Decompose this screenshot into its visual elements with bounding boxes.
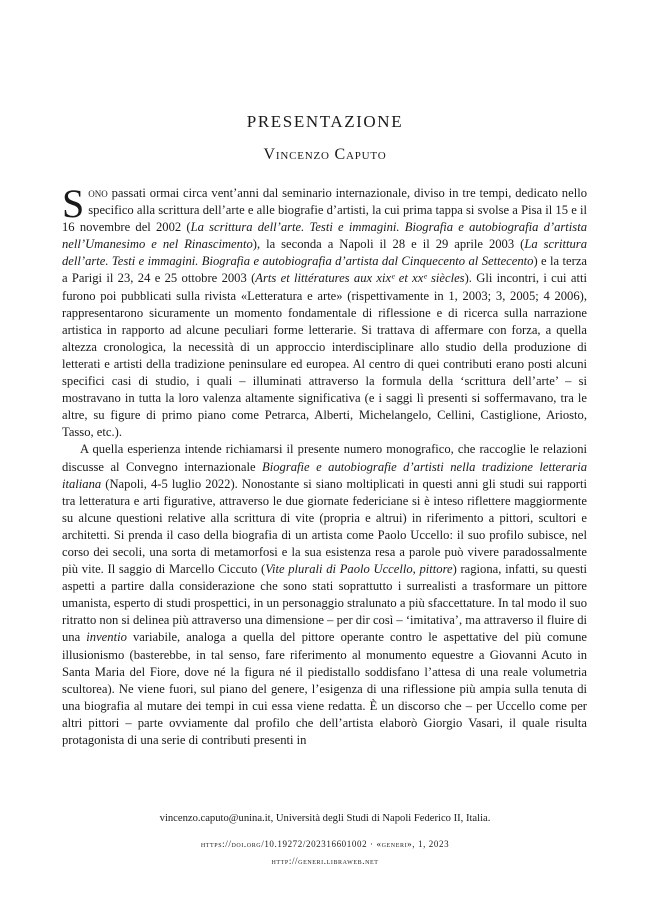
article-author: Vincenzo Caputo bbox=[263, 146, 387, 163]
author-affiliation-note: vincenzo.caputo@unina.it, Università degli Studi di Napoli Federico II, Italia. bbox=[159, 813, 491, 824]
journal-website-line: http://generi.libraweb.net bbox=[271, 856, 379, 866]
paragraph-2-text-4: variabile, analoga a quella del pittore operante contro le aspettative del più comune illusionismo (basterebbe, in tal senso, fare riferimento al monumento equestre a Giovanni Acuto in Santa Maria del Fiore, dove né la figura né il piedistallo soddisfano l’attesa di una reale volumetria scultorea). Ne viene fuori, sul piano del genere, l’esigenza di una riflessione più ampia sulla tenuta di una biografia al mutare dei tempi in cui essa viene redatta. È un discorso che – per Uccello come per altri pittori – parte ovviamente dal profilo che dell’artista elaborò Giorgio Vasari, il quale risulta protagonista di una serie di contributi presenti in bbox=[62, 630, 587, 747]
paragraph-2-text-2: (Napoli, 4-5 luglio 2022). Nonostante si siano moltiplicati in questi anni gli studi sui rapporti tra letteratura e arti figurative, attraverso le due giornate federiciane si è inteso riflettere maggiormente su alcune questioni relative alla scrittura di vite (propria e altrui) in riferimento a pittori, scultori e architetti. Si prenda il caso della biografia di un artista come Paolo Uccello: il suo profilo subisce, nel corso dei secoli, una sorta di metamorfosi e la sua esistenza resa a parole può vivere paradossalmente più vite. Il saggio di Marcello Ciccuto ( bbox=[62, 476, 587, 577]
paragraph-1-text-3: ) e la terza a Parigi il 23, 24 e 25 ottobre 2003 ( bbox=[62, 254, 588, 286]
paragraph-1-italic-2: La scrittura dell’arte. Testi e immagini. Biografia e autobiografia d’artista dal Cinquecento al Settecento bbox=[62, 237, 588, 269]
article-body bbox=[62, 181, 588, 749]
paragraph-1-text-1: passati ormai circa vent’anni dal seminario internazionale, diviso in tre tempi, dedicato nello specifico alla scrittura dell’arte e alle biografie d’artisti, la cui prima tappa si svolse a Pisa il 15 e il 16 novembre del 2002 ( bbox=[62, 186, 587, 235]
paragraph-1-italic-1: La scrittura dell’arte. Testi e immagini. Biografia e autobiografia d’artista nell’Umanesimo e nel Rinascimento bbox=[62, 220, 587, 252]
article-title: PRESENTAZIONE bbox=[246, 112, 404, 131]
paragraph-1-text-2: ), la seconda a Napoli il 28 e il 29 aprile 2003 ( bbox=[252, 237, 525, 252]
paragraph-2 bbox=[62, 441, 587, 749]
paragraph-1-italic-3: Arts et littératures aux xixᵉ et xxᵉ siècles bbox=[255, 271, 465, 286]
paragraph-2-italic-1: Biografie e autobiografie d’artisti nella tradizione letteraria italiana bbox=[62, 459, 587, 491]
paragraph-2-text-1: A quella esperienza intende richiamarsi il presente numero monografico, che raccoglie le relazioni discusse al Convegno internazionale bbox=[62, 442, 587, 474]
paragraph-2-italic-2: Vite plurali di Paolo Uccello, pittore bbox=[265, 562, 453, 577]
paragraph-2-italic-3: inventio bbox=[86, 630, 127, 645]
doi-line: https://doi.org/10.19272/202316601002 · «generi», 1, 2023 bbox=[200, 839, 450, 849]
paragraph-2-text-3: ) ragiona, infatti, su questi aspetti a partire dalla considerazione che sono stati soprattutto i surrealisti a trasformare un pittore umanista, esperto di studi prospettici, in un personaggio stralunato a più sfaccettature. In tal modo il suo ritratto non si delinea più attraverso una dimensione – per dir così – ‘imitativa’, ma attraverso il fluire di una bbox=[62, 562, 587, 645]
paragraph-1-text-4: ). Gli incontri, i cui atti furono poi pubblicati sulla rivista «Letteratura e arte» (rispettivamente in 1, 2003; 3, 2005; 4 2006), rappresentarono sicuramente un momento fondamentale di riflessione e di ricerca sulla narrazione artistica in rapporto ad alcune peculiari forme letterarie. Si trattava di affermare con forza, a quella altezza cronologica, la necessità di un approccio interdisciplinare allo studio della produzione di letterati e artisti della tradizione peninsulare ed europea. Al centro di quei contributi erano posti alcuni specifici casi di studio, i quali – illuminati attraverso la formula della ‘scrittura dell’arte’ – si mostravano in tutta la loro valenza altamente significativa (e i saggi lì presenti si soffermavano, tra le altre, su figure di primo piano come Petrarca, Alberti, Michelangelo, Cellini, Castiglione, Ariosto, Tasso, etc.). bbox=[62, 271, 587, 440]
paragraph-1 bbox=[62, 181, 588, 441]
lead-in: ono bbox=[88, 186, 108, 200]
drop-cap: S bbox=[62, 181, 85, 226]
